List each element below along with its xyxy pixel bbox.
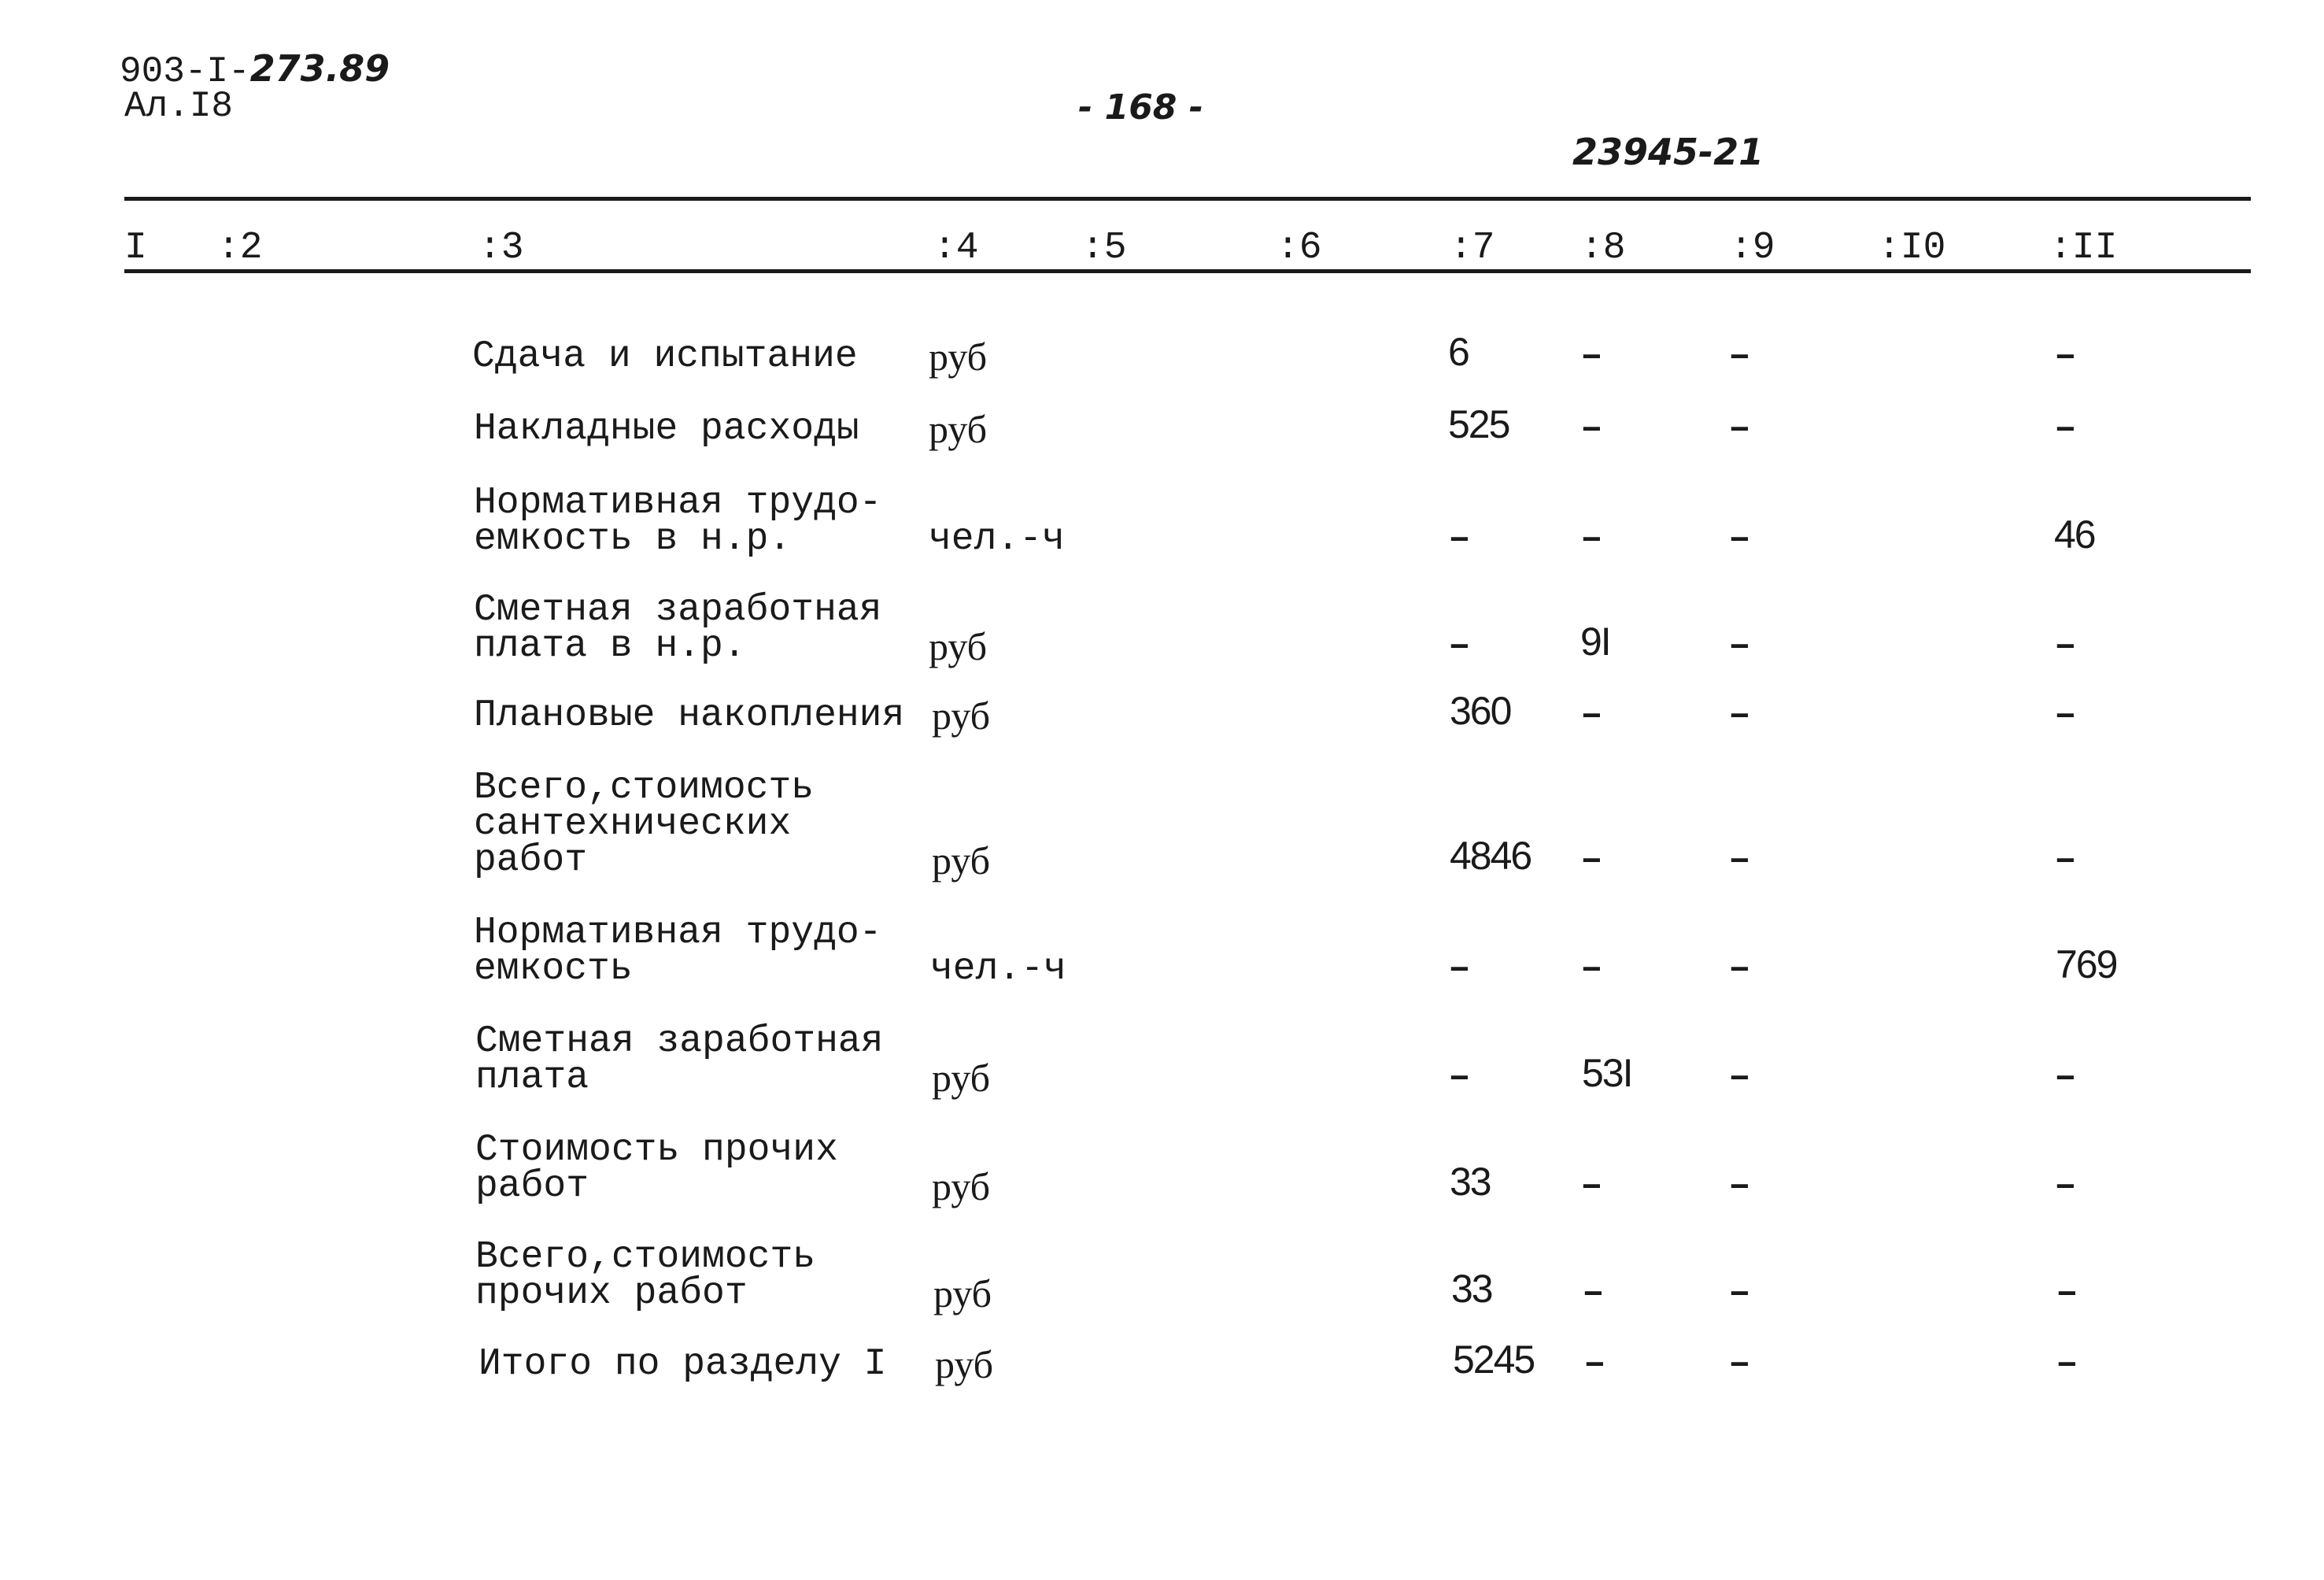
row-unit: руб [932, 1056, 991, 1100]
row-name: Сметная заработная плата в н.р. [474, 589, 882, 668]
row-col11: – [2056, 1343, 2078, 1386]
row-col11: – [2054, 1056, 2077, 1099]
page-number: - 168 - [1078, 87, 1204, 128]
row-col7: – [1448, 625, 1471, 668]
row-col9: – [1728, 839, 1751, 882]
row-unit: руб [929, 407, 988, 451]
row-col8: – [1580, 694, 1603, 737]
column-8-label: :8 [1580, 227, 1626, 269]
row-col8: – [1583, 1343, 1606, 1386]
row-col8: – [1580, 1165, 1603, 1208]
row-col9: – [1728, 1343, 1751, 1386]
column-10-label: :I0 [1878, 227, 1946, 269]
row-name: Плановые накопления [474, 694, 905, 737]
row-col8: – [1580, 335, 1603, 378]
row-col7: 33 [1450, 1160, 1491, 1204]
column-9-label: :9 [1730, 227, 1775, 269]
stamp-number: 23945-21 [1572, 131, 1764, 173]
row-unit: руб [932, 1164, 991, 1208]
row-col11: – [2056, 1272, 2078, 1315]
row-col11: – [2054, 625, 2077, 668]
row-col9: – [1728, 948, 1751, 990]
row-name: Сметная заработная плата [475, 1020, 884, 1099]
row-col8: – [1582, 1272, 1605, 1315]
row-col9: – [1728, 408, 1751, 450]
row-col8: – [1580, 408, 1603, 450]
column-5-label: :5 [1081, 227, 1127, 269]
row-name: Всего,стоимость сантехнических работ [474, 767, 815, 882]
row-name: Сдача и испытание [472, 335, 858, 378]
row-col9: – [1728, 694, 1751, 737]
row-unit: руб [935, 1342, 994, 1386]
row-unit: чел.-ч [929, 518, 1065, 561]
row-col9: – [1728, 1272, 1751, 1315]
row-col11: – [2054, 408, 2077, 450]
row-col8: 9I [1580, 620, 1610, 664]
row-col11: – [2054, 839, 2077, 882]
row-col11: – [2054, 694, 2077, 737]
row-col7: 33 [1451, 1267, 1492, 1311]
row-unit: руб [932, 694, 991, 738]
header-top-rule [124, 197, 2251, 201]
row-col7: – [1448, 518, 1471, 561]
column-7-label: :7 [1450, 227, 1495, 269]
row-col8: – [1580, 518, 1603, 561]
column-2-label: :2 [217, 227, 263, 269]
row-col7: – [1448, 948, 1471, 990]
row-unit: руб [932, 838, 991, 883]
row-col9: – [1728, 1165, 1751, 1208]
column-6-label: :6 [1277, 227, 1322, 269]
column-4-label: :4 [933, 227, 979, 269]
row-col7: 360 [1450, 689, 1511, 733]
row-col9: – [1728, 335, 1751, 378]
row-col11: 769 [2056, 942, 2117, 986]
row-col11: – [2054, 1165, 2077, 1208]
row-col11: – [2054, 335, 2077, 378]
row-col7: 525 [1448, 402, 1509, 446]
row-col7: 6 [1448, 330, 1469, 374]
row-col9: – [1728, 518, 1751, 561]
row-unit: руб [933, 1271, 992, 1315]
row-unit: руб [929, 335, 988, 379]
row-col7: 4846 [1450, 834, 1531, 878]
row-name: Накладные расходы [474, 408, 859, 450]
column-3-label: :3 [478, 227, 524, 269]
row-name: Нормативная трудо- емкость в н.р. [474, 482, 882, 561]
row-name: Стоимость прочих работ [475, 1129, 838, 1208]
row-col9: – [1728, 625, 1751, 668]
row-col7: – [1448, 1056, 1471, 1099]
row-col8: 53I [1582, 1051, 1632, 1095]
row-col11: 46 [2054, 512, 2095, 557]
document-code-handwritten: 273.89 [249, 47, 390, 90]
sheet-label: Ал.I8 [124, 86, 234, 127]
row-unit: чел.-ч [930, 948, 1066, 990]
column-11-label: :II [2049, 227, 2118, 269]
document-code [120, 49, 390, 91]
row-col7: 5245 [1453, 1338, 1535, 1382]
row-unit: руб [929, 624, 988, 668]
row-col8: – [1580, 948, 1603, 990]
document-code-printed: 903-I- [120, 51, 250, 92]
column-1-label: I [124, 227, 147, 269]
row-name: Нормативная трудо- емкость [474, 912, 882, 990]
header-bottom-rule [124, 269, 2251, 273]
row-col9: – [1728, 1056, 1751, 1099]
row-name: Всего,стоимость прочих работ [475, 1236, 816, 1315]
row-col8: – [1580, 839, 1603, 882]
row-name: Итого по разделу I [478, 1343, 887, 1386]
